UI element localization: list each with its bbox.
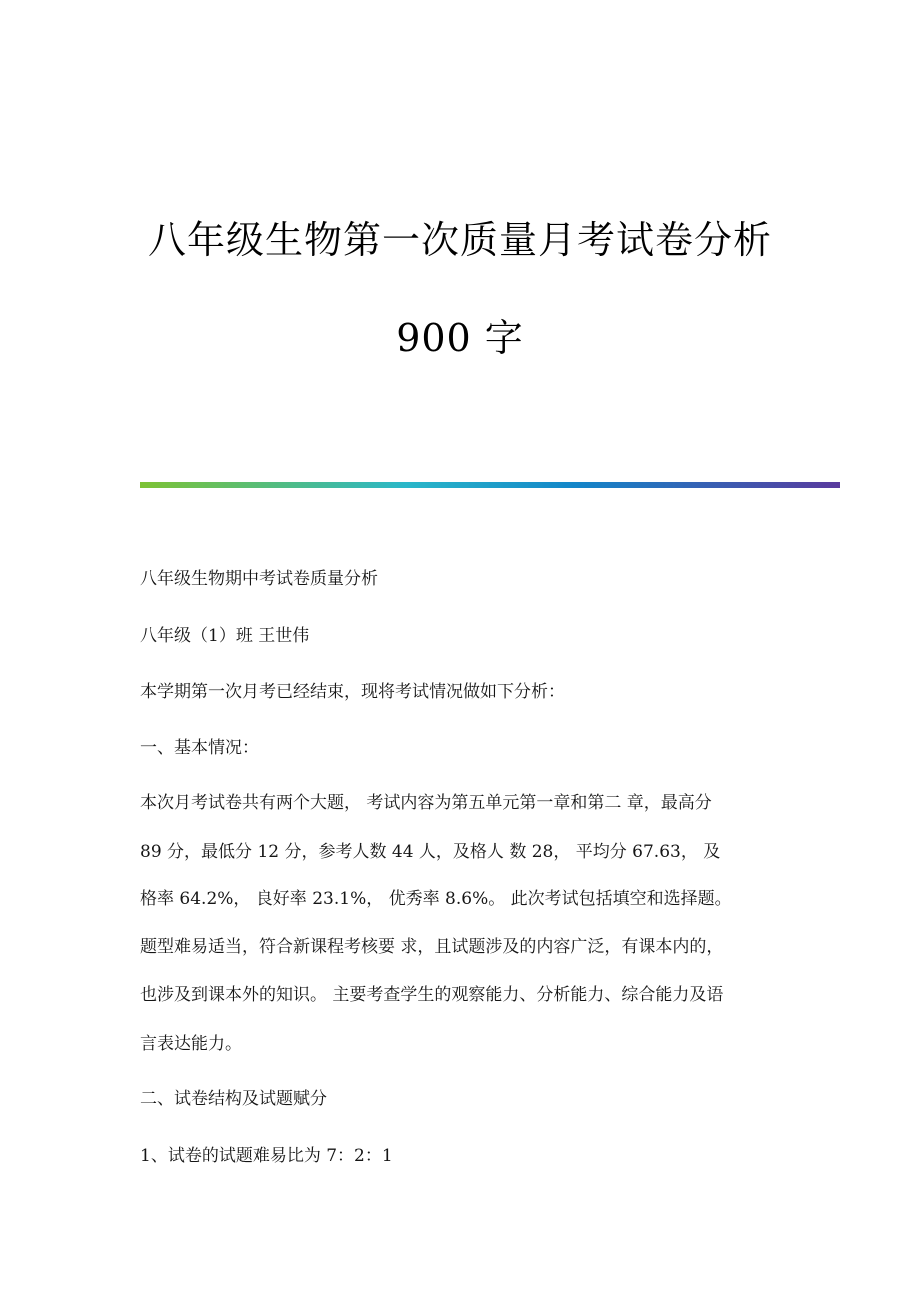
basic-paragraph-line-4: 题型难易适当，符合新课程考核要 求，且试题涉及的内容广泛，有课本内的， bbox=[140, 937, 724, 957]
basic-paragraph-line-5: 也涉及到课本外的知识。 主要考查学生的观察能力、分析能力、综合能力及语 bbox=[140, 985, 724, 1005]
author-line: 八年级（1）班 王世伟 bbox=[140, 626, 310, 646]
gradient-divider bbox=[140, 482, 840, 488]
section-heading-structure: 二、试卷结构及试题赋分 bbox=[140, 1089, 327, 1109]
report-heading: 八年级生物期中考试卷质量分析 bbox=[140, 569, 378, 589]
list-item-difficulty-ratio: 1、试卷的试题难易比为 7：2：1 bbox=[140, 1146, 393, 1166]
document-title-line-1: 八年级生物第一次质量月考试卷分析 bbox=[147, 218, 772, 262]
basic-paragraph-line-1: 本次月考试卷共有两个大题， 考试内容为第五单元第一章和第二 章，最高分 bbox=[140, 793, 712, 813]
section-heading-basic: 一、基本情况： bbox=[140, 738, 259, 758]
intro-paragraph: 本学期第一次月考已经结束，现将考试情况做如下分析： bbox=[140, 682, 565, 702]
basic-paragraph-line-3: 格率 64.2%， 良好率 23.1%， 优秀率 8.6%。 此次考试包括填空和选择题。 bbox=[140, 889, 732, 909]
basic-paragraph-line-2: 89 分，最低分 12 分，参考人数 44 人，及格人 数 28， 平均分 67.63， 及 bbox=[140, 842, 721, 862]
document-title-line-2: 900 字 bbox=[396, 316, 524, 360]
basic-paragraph-line-6: 言表达能力。 bbox=[140, 1034, 242, 1054]
